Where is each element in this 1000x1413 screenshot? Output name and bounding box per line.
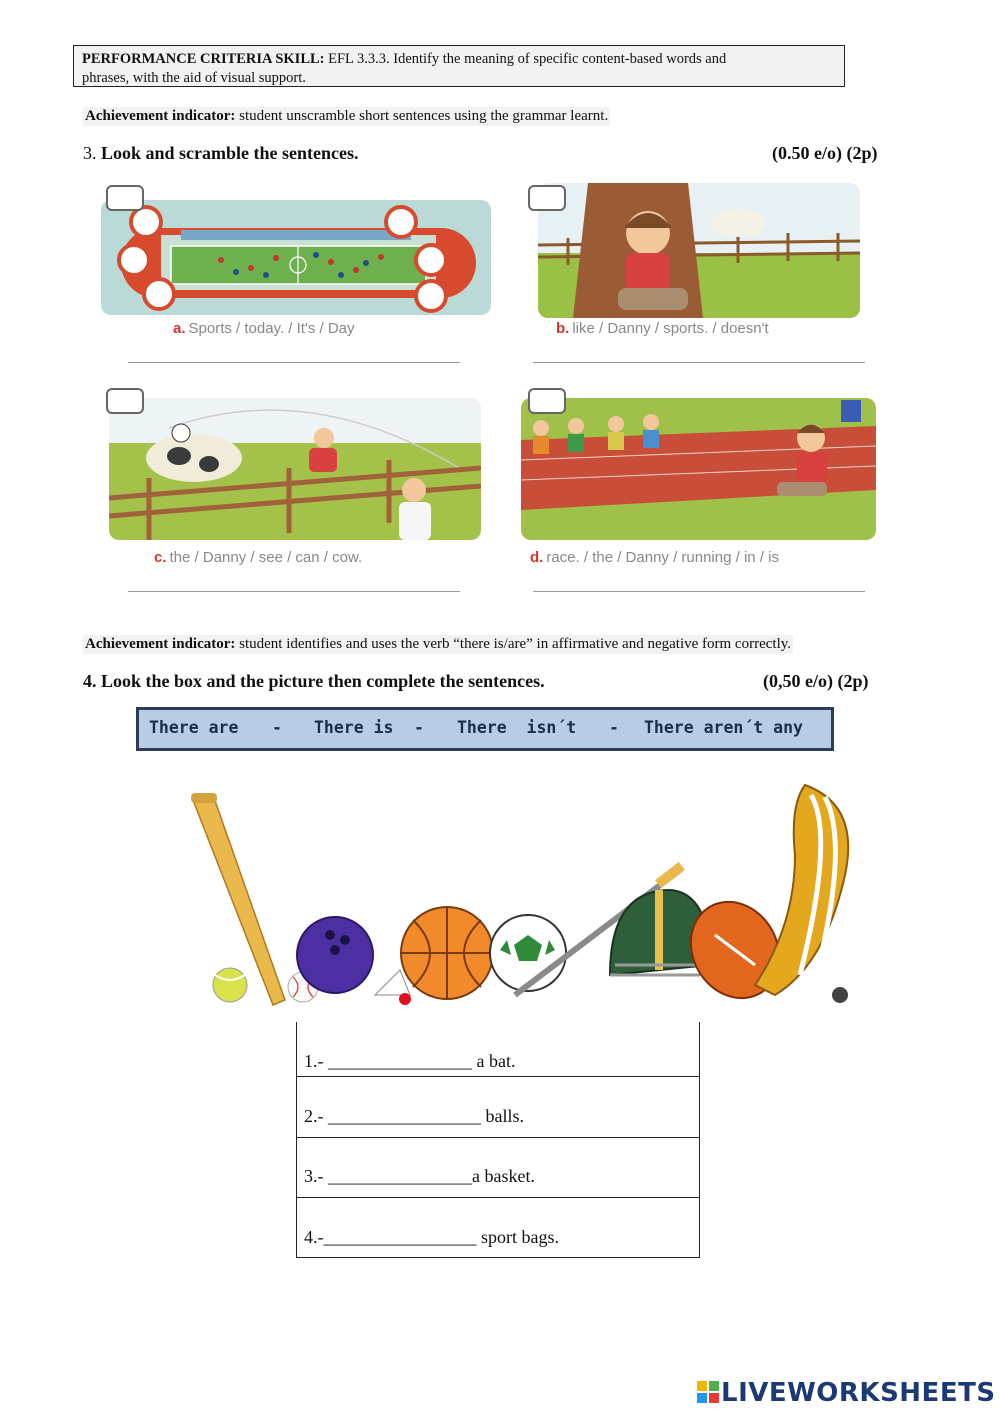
caption-b-letter: b. [556,320,570,337]
answer-line-c[interactable] [128,591,460,592]
picture-c-cow-and-fence [109,398,481,540]
liveworksheets-logo-icon [697,1380,719,1402]
caption-c-text: the / Danny / see / can / cow. [169,549,363,566]
caption-b-text: like / Danny / sports. / doesn't [572,320,769,337]
sports-equipment-illustration [185,775,875,1015]
word-separator-2: - [414,718,424,737]
sentences-table [296,1022,700,1258]
word-separator-1: - [272,718,282,737]
checkbox-d[interactable] [528,388,566,414]
question-3-heading [83,143,359,164]
sentence-4-blank[interactable]: 4.-_________________ [304,1227,477,1247]
caption-d-text: race. / the / Danny / running / in / is [546,549,779,566]
word-there-are: There are [149,718,239,737]
criteria-text-2: phrases, with the aid of visual support. [82,70,306,86]
caption-d-letter: d. [530,549,544,566]
checkbox-a[interactable] [106,185,144,211]
caption-c [154,549,362,566]
word-box [136,707,834,751]
checkbox-c[interactable] [106,388,144,414]
sentence-3-blank[interactable]: 3.- ________________ [304,1166,472,1186]
sentence-1-tail: a bat. [472,1051,516,1071]
word-there-is: There is [314,718,394,737]
picture-d-running-race [521,398,876,540]
answer-line-d[interactable] [533,591,865,592]
criteria-box [73,45,845,87]
caption-c-letter: c. [154,549,167,566]
criteria-label: PERFORMANCE CRITERIA SKILL: [82,51,325,67]
picture-b-boy-under-tree [538,183,860,318]
answer-line-a[interactable] [128,362,460,363]
sentence-2-blank[interactable]: 2.- _________________ [304,1106,481,1126]
sentence-3-tail: a basket. [472,1166,535,1186]
word-there-arent-any: There aren´t any [644,718,803,737]
caption-b [556,320,769,337]
answer-line-b[interactable] [533,362,865,363]
indicator-2-label: Achievement indicator: [85,636,236,652]
caption-a-letter: a. [173,320,186,337]
achievement-indicator-2 [83,635,793,654]
question-4-number: 4. [83,671,97,691]
question-4-heading [83,671,545,692]
caption-a-text: Sports / today. / It's / Day [188,320,355,337]
sentence-2-tail: balls. [481,1106,524,1126]
indicator-2-text: student identifies and uses the verb “there is/are” in affirmative and negative form correctly. [239,636,792,652]
caption-d [530,549,779,566]
question-3-number: 3. [83,143,97,163]
word-there-isnt: There isn´t [457,718,577,737]
question-4-score: (0,50 e/o) (2p) [763,671,869,691]
picture-a-stadium [101,200,491,315]
sentence-4-tail: sport bags. [476,1227,559,1247]
question-4-title: Look the box and the picture then complete the sentences. [101,671,545,691]
word-separator-3: - [609,718,619,737]
caption-a [173,320,355,337]
checkbox-b[interactable] [528,185,566,211]
achievement-indicator-1 [83,107,610,126]
question-3-title: Look and scramble the sentences. [101,143,359,163]
indicator-1-label: Achievement indicator: [85,108,236,124]
question-3-score: (0.50 e/o) (2p) [772,143,878,163]
indicator-1-text: student unscramble short sentences using the grammar learnt. [239,108,609,124]
liveworksheets-logo[interactable] [697,1378,996,1408]
criteria-text: EFL 3.3.3. Identify the meaning of specific content-based words and [328,51,727,67]
liveworksheets-logo-text: LIVEWORKSHEETS [721,1378,996,1408]
sentence-1-blank[interactable]: 1.- ________________ [304,1051,472,1071]
